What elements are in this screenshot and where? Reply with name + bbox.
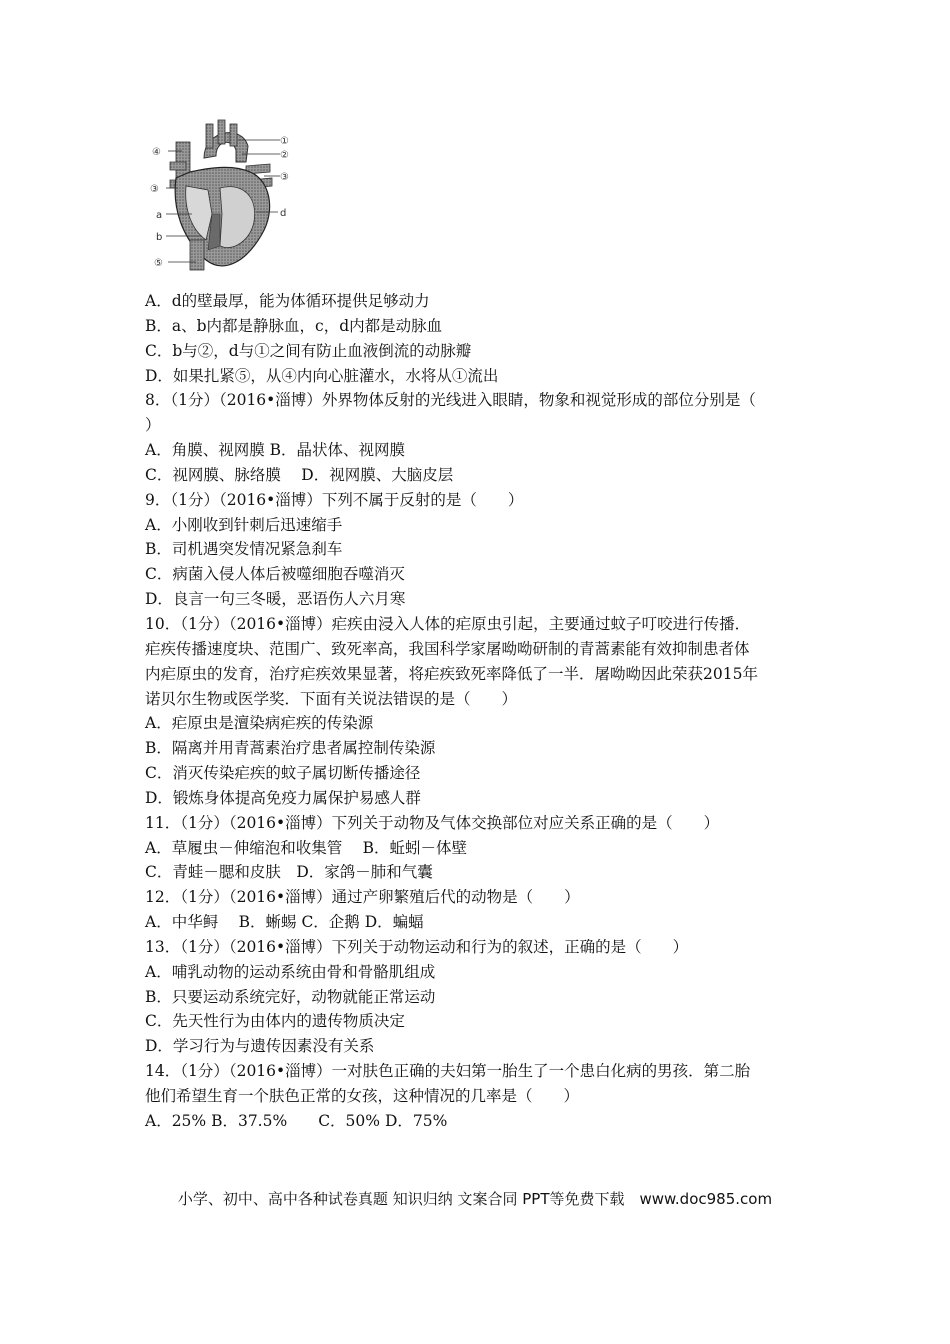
page-footer: 小学、初中、高中各种试卷真题 知识归纳 文案合同 PPT等免费下载 www.doc985.com xyxy=(177,1190,773,1208)
text-line: 11．（1分）（2016•淄博）下列关于动物及气体交换部位对应关系正确的是（ ） xyxy=(145,813,720,832)
text-line: B．只要运动系统完好，动物就能正常运动 xyxy=(145,987,436,1006)
text-line: C．先天性行为由体内的遗传物质决定 xyxy=(145,1012,405,1031)
text-line: C．消灭传染疟疾的蚊子属切断传播途径 xyxy=(145,764,421,783)
text-line: A．d的壁最厚，能为体循环提供足够动力 xyxy=(145,292,430,310)
text-line: 8．（1分）（2016•淄博）外界物体反射的光线进入眼睛，物象和视觉形成的部位分别是（ xyxy=(145,391,756,410)
text-line: C．视网膜、脉络膜 D．视网膜、大脑皮层 xyxy=(145,465,454,484)
text-line: B．a、b内都是静脉血，c，d内都是动脉血 xyxy=(145,316,443,335)
text-line: 13．（1分）（2016•淄博）下列关于动物运动和行为的叙述，正确的是（ ） xyxy=(145,937,689,956)
label-3-right: ③ xyxy=(280,172,289,183)
text-line: 10．（1分）（2016•淄博）疟疾由浸入人体的疟原虫引起，主要通过蚊子叮咬进行传播． xyxy=(145,614,751,633)
text-line: A．中华鲟 B．蜥蜴 C．企鹅 D．蝙蝠 xyxy=(145,913,424,932)
label-d: d xyxy=(280,208,287,219)
text-line: B．司机遇突发情况紧急刹车 xyxy=(145,540,343,559)
text-line: 9．（1分）（2016•淄博）下列不属于反射的是（ ） xyxy=(145,490,524,509)
heart-diagram xyxy=(146,118,296,278)
text-line: 内疟原虫的发育，治疗疟疾效果显著，将疟疾致死率降低了一半．屠呦呦因此荣获2015年 xyxy=(145,664,758,683)
text-line: B．隔离并用青蒿素治疗患者属控制传染源 xyxy=(145,739,436,758)
label-a: a xyxy=(156,210,163,221)
text-line: D．良言一句三冬暖，恶语伤人六月寒 xyxy=(145,590,406,609)
label-5: ⑤ xyxy=(154,258,163,269)
text-line: 疟疾传播速度块、范围广、致死率高，我国科学家屠呦呦研制的青蒿素能有效抑制患者体 xyxy=(145,639,750,658)
label-4: ④ xyxy=(152,147,161,158)
text-line: ） xyxy=(145,416,161,435)
text-line: 12．（1分）（2016•淄博）通过产卵繁殖后代的动物是（ ） xyxy=(145,888,580,907)
text-line: C．b与②，d与①之间有防止血液倒流的动脉瓣 xyxy=(145,341,472,360)
text-line: D．如果扎紧⑤，从④内向心脏灌水，水将从①流出 xyxy=(145,366,499,385)
text-line: C．青蛙－腮和皮肤 D．家鸽－肺和气囊 xyxy=(145,863,433,882)
text-line: A．25% B．37.5% C．50% D．75% xyxy=(145,1111,448,1130)
text-line: A．草履虫－伸缩泡和收集管 B．蚯蚓－体壁 xyxy=(145,838,468,857)
text-line: C．病菌入侵人体后被噬细胞吞噬消灭 xyxy=(145,565,405,584)
text-line: 诺贝尔生物或医学奖．下面有关说法错误的是（ ） xyxy=(145,689,518,708)
label-1: ① xyxy=(280,136,289,147)
text-line: 14．（1分）（2016•淄博）一对肤色正确的夫妇第一胎生了一个患白化病的男孩．第二胎 xyxy=(145,1062,751,1081)
text-line: D．学习行为与遗传因素没有关系 xyxy=(145,1037,375,1056)
text-line: 他们希望生育一个肤色正常的女孩，这种情况的几率是（ ） xyxy=(145,1087,580,1105)
text-line: D．锻炼身体提高免疫力属保护易感人群 xyxy=(145,788,421,807)
label-3-left: ③ xyxy=(150,184,159,195)
text-line: A．哺乳动物的运动系统由骨和骨骼肌组成 xyxy=(145,962,436,981)
text-line: A．角膜、视网膜 B．晶状体、视网膜 xyxy=(145,441,406,460)
heart-illustration xyxy=(146,118,296,278)
text-line: A．小刚收到针刺后迅速缩手 xyxy=(145,515,343,534)
question-text xyxy=(145,289,810,1134)
label-b: b xyxy=(156,232,163,243)
label-2: ② xyxy=(280,150,289,161)
text-line: A．疟原虫是澶染病疟疾的传染源 xyxy=(145,714,374,733)
